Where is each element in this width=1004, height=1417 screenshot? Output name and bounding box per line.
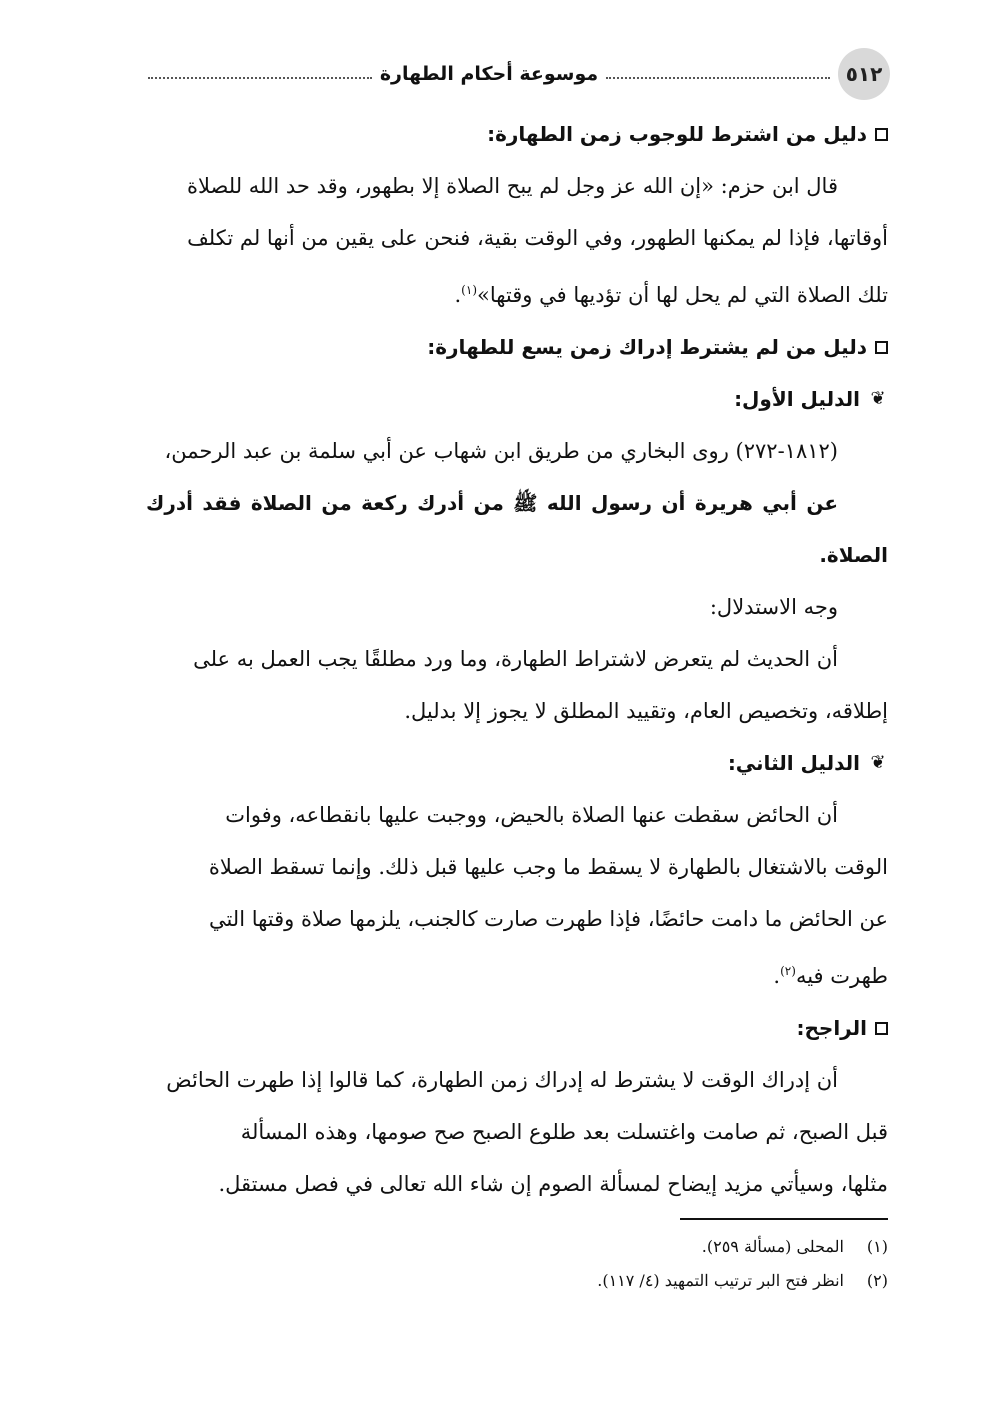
leaf-ornament-icon: ❦ bbox=[870, 388, 886, 409]
hadith-text bbox=[146, 477, 888, 581]
running-title: موسوعة أحكام الطهارة bbox=[379, 63, 599, 85]
paragraph-bukhari-narration bbox=[146, 425, 888, 477]
section-heading-non-conditional-proof bbox=[146, 321, 888, 373]
header-dotted-rule-left bbox=[148, 77, 372, 79]
footnote-separator bbox=[680, 1218, 888, 1220]
text-line: عن الحائض ما دامت حائضًا، فإذا طهرت صارت كالجنب، يلزمها صلاة وقتها التي bbox=[208, 907, 888, 931]
footnote-reference: (٢) bbox=[780, 964, 796, 978]
main-text bbox=[146, 108, 888, 1210]
footnote-number: (٢) bbox=[866, 1271, 888, 1290]
text-line: تلك الصلاة التي لم يحل لها أن تؤديها في وقتها» bbox=[477, 283, 888, 307]
subheading-text: الدليل الثاني: bbox=[727, 751, 860, 775]
checkbox-square-icon bbox=[875, 1022, 888, 1035]
subheading-first-proof bbox=[146, 373, 888, 425]
text-line: أن الحائض سقطت عنها الصلاة بالحيض، ووجبت عليها بانقطاعه، وفوات bbox=[225, 803, 838, 827]
text-line: أن إدراك الوقت لا يشترط له إدراك زمن الطهارة، كما قالوا إذا طهرت الحائض bbox=[166, 1068, 838, 1092]
subheading-text: الدليل الأول: bbox=[734, 387, 860, 411]
text-line: (١٨١٢-٢٧٢) روى البخاري من طريق ابن شهاب عن أبي سلمة بن عبد الرحمن، bbox=[164, 439, 838, 463]
text-line: إطلاقه، وتخصيص العام، وتقييد المطلق لا يجوز إلا بدليل. bbox=[404, 699, 888, 723]
section-heading-text: دليل من لم يشترط إدراك زمن يسع للطهارة: bbox=[427, 335, 867, 359]
checkbox-square-icon bbox=[875, 128, 888, 141]
paragraph-inference bbox=[146, 633, 888, 737]
footnote-text: المحلى (مسألة ٢٥٩). bbox=[701, 1237, 844, 1256]
footnote-number: (١) bbox=[866, 1237, 888, 1256]
text-line: مثلها، وسيأتي مزيد إيضاح لمسألة الصوم إن شاء الله تعالى في فصل مستقل. bbox=[218, 1172, 888, 1196]
section-heading-text: الراجح: bbox=[796, 1016, 867, 1040]
subheading-second-proof bbox=[146, 737, 888, 789]
footnote-1 bbox=[146, 1230, 888, 1264]
text-line: طهرت فيه bbox=[795, 964, 888, 988]
section-heading-text: دليل من اشترط للوجوب زمن الطهارة: bbox=[487, 122, 867, 146]
inference-label bbox=[146, 581, 888, 633]
section-heading-preferred-view bbox=[146, 1002, 888, 1054]
text-line: قبل الصبح، ثم صامت واغتسلت بعد طلوع الصبح صح صومها، وهذه المسألة bbox=[240, 1120, 888, 1144]
page-number: ٥١٢ bbox=[838, 48, 890, 100]
text-line: أوقاتها، فإذا لم يمكنها الطهور، وفي الوقت بقية، فنحن على يقين من أنها لم تكلف bbox=[187, 226, 888, 250]
text-line: عن أبي هريرة أن رسول الله ﷺ من أدرك ركعة من الصلاة فقد أدرك الصلاة. bbox=[146, 491, 888, 567]
punctuation: . bbox=[773, 964, 781, 988]
text-line: قال ابن حزم: «إن الله عز وجل لم يبح الصلاة إلا بطهور، وقد حد الله للصلاة bbox=[187, 174, 838, 198]
checkbox-square-icon bbox=[875, 341, 888, 354]
section-heading-conditional-proof bbox=[146, 108, 888, 160]
text-line: الوقت بالاشتغال بالطهارة لا يسقط ما وجب عليها قبل ذلك. وإنما تسقط الصلاة bbox=[208, 855, 888, 879]
leaf-ornament-icon: ❦ bbox=[870, 752, 886, 773]
footnote-reference: (١) bbox=[461, 283, 477, 297]
footnote-text: انظر فتح البر ترتيب التمهيد (٤/ ١١٧). bbox=[597, 1271, 844, 1290]
paragraph-ibn-hazm bbox=[146, 160, 888, 321]
paragraph-preferred-view bbox=[146, 1054, 888, 1210]
footnote-2 bbox=[146, 1264, 888, 1298]
paragraph-second-proof bbox=[146, 789, 888, 1002]
footnotes-area bbox=[146, 1218, 888, 1298]
text-line: أن الحديث لم يتعرض لاشتراط الطهارة، وما ورد مطلقًا يجب العمل به على bbox=[193, 647, 838, 671]
punctuation: . bbox=[454, 283, 462, 307]
text-line: وجه الاستدلال: bbox=[709, 595, 838, 619]
header-dotted-rule-right bbox=[606, 77, 830, 79]
page-header bbox=[140, 48, 890, 100]
